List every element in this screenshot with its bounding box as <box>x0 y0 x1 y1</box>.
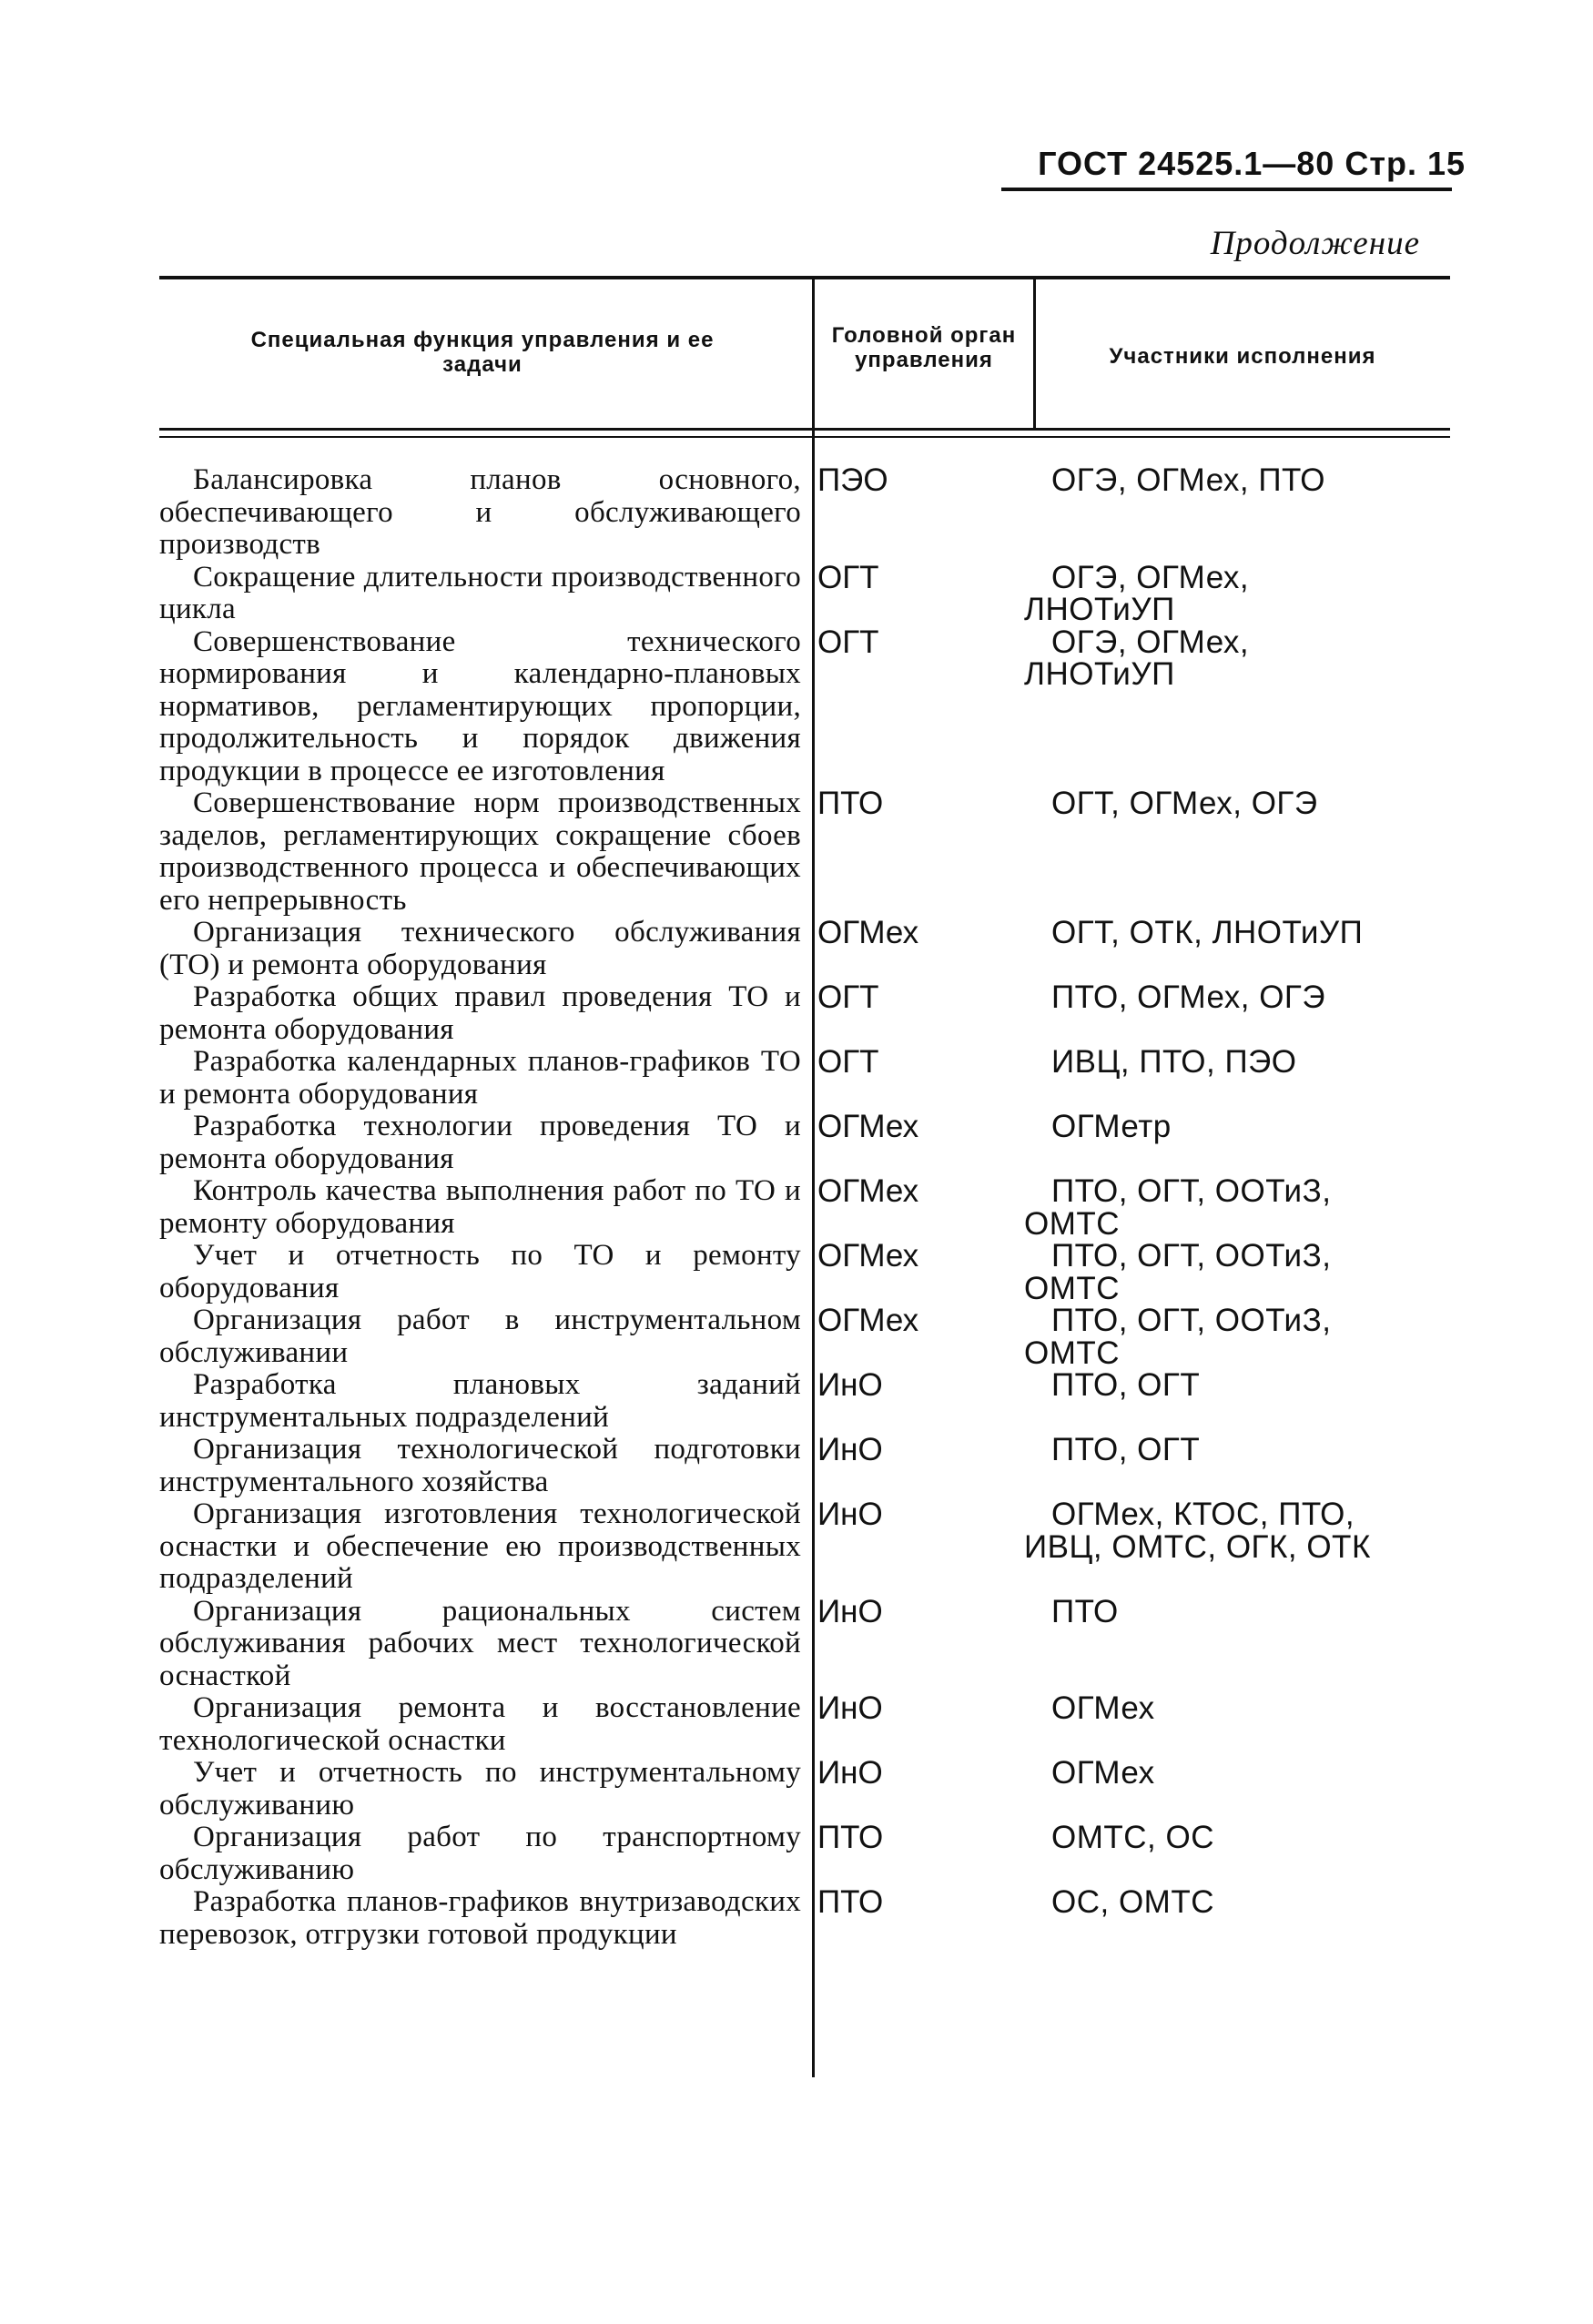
task-cell: Разработка технологии проведения ТО и ремонта оборудования <box>159 1110 801 1175</box>
participants-cell: ОГМех <box>1051 1690 1155 1726</box>
table-row <box>159 917 1452 981</box>
task-cell: Организация технического обслуживания (ТО) и ремонта оборудования <box>159 916 801 981</box>
table-row <box>159 981 1452 1046</box>
table-body <box>159 464 1452 1951</box>
head-body-cell: ОГТ <box>817 559 879 595</box>
task-cell: Разработка планов-графиков внутризаводских перевозок, отгрузки готовой продукции <box>159 1885 801 1951</box>
table-top-rule <box>159 276 1450 279</box>
head-body-cell: ОГТ <box>817 979 879 1015</box>
task-cell: Организация ремонта и восстановление технологической оснастки <box>159 1691 801 1757</box>
table-row <box>159 787 1452 917</box>
participants-cell: ПТО, ОГТ <box>1051 1432 1201 1467</box>
table-row <box>159 1175 1452 1240</box>
participants-cell: ПТО, ОГТ, ООТиЗ, ОМТС <box>1024 1303 1332 1371</box>
table-row <box>159 1046 1452 1111</box>
table-row <box>159 1498 1452 1596</box>
head-body-cell: ИнО <box>817 1690 883 1726</box>
head-body-cell: ИнО <box>817 1432 883 1467</box>
task-cell: Балансировка планов основного, обеспечивающего и обслуживающего производств <box>159 463 801 561</box>
participants-cell: ОГЭ, ОГМех, ЛНОТиУП <box>1024 624 1250 692</box>
header-double-rule-lower <box>159 436 1450 438</box>
head-body-cell: ИнО <box>817 1755 883 1791</box>
head-body-cell: ИнО <box>817 1497 883 1532</box>
head-body-cell: ОГТ <box>817 1044 879 1080</box>
table-row <box>159 1757 1452 1822</box>
task-cell: Организация рациональных систем обслуживания рабочих мест технологической оснасткой <box>159 1594 801 1692</box>
task-cell: Организация работ в инструментальном обслуживании <box>159 1304 801 1369</box>
participants-cell: ОГТ, ОТК, ЛНОТиУП <box>1051 915 1364 950</box>
head-body-cell: ОГМех <box>817 915 919 950</box>
page-header: ГОСТ 24525.1—80 Стр. 15 <box>1038 145 1466 182</box>
head-body-cell: ОГМех <box>817 1238 919 1274</box>
head-body-cell: ПТО <box>817 1820 884 1855</box>
table-row <box>159 626 1452 788</box>
task-cell: Разработка общих правил проведения ТО и ремонта оборудования <box>159 980 801 1046</box>
table-row <box>159 1692 1452 1757</box>
participants-cell: ПТО, ОГМех, ОГЭ <box>1051 979 1326 1015</box>
head-body-cell: ОГМех <box>817 1109 919 1144</box>
task-cell: Организация технологической подготовки инструментального хозяйства <box>159 1433 801 1498</box>
task-cell: Разработка календарных планов-графиков ТО и ремонта оборудования <box>159 1045 801 1111</box>
task-cell: Разработка плановых заданий инструментальных подразделений <box>159 1368 801 1434</box>
table-row <box>159 1369 1452 1434</box>
table-row <box>159 1886 1452 1951</box>
participants-cell: ОГМетр <box>1051 1109 1172 1144</box>
participants-cell: ОГМех, КТОС, ПТО, ИВЦ, ОМТС, ОГК, ОТК <box>1024 1497 1371 1565</box>
table-row <box>159 1593 1452 1693</box>
task-cell: Учет и отчетность по ТО и ремонту оборудования <box>159 1239 801 1304</box>
table-row <box>159 1434 1452 1498</box>
participants-cell: ОС, ОМТС <box>1051 1884 1214 1920</box>
participants-cell: ПТО, ОГТ, ООТиЗ, ОМТС <box>1024 1238 1332 1306</box>
task-cell: Совершенствование норм производственных заделов, регламентирующих сокращение сбоев производственного процесса и обеспечивающих его непрерывность <box>159 787 801 917</box>
table-row <box>159 464 1452 562</box>
participants-cell: ПТО, ОГТ, ООТиЗ, ОМТС <box>1024 1173 1332 1242</box>
participants-cell: ПТО, ОГТ <box>1051 1367 1201 1403</box>
head-body-cell: ПЭО <box>817 462 888 498</box>
continuation-label: Продолжение <box>1210 225 1420 262</box>
column-divider-2 <box>1033 279 1036 430</box>
participants-cell: ИВЦ, ПТО, ПЭО <box>1051 1044 1297 1080</box>
participants-cell: ОГЭ, ОГМех, ЛНОТиУП <box>1024 559 1250 627</box>
head-body-cell: ОГТ <box>817 624 879 660</box>
task-cell: Совершенствование технического нормирования и календарно-плановых нормативов, регламентирующих пропорции, продолжительность и порядок движения продукции в процессе ее изготовления <box>159 624 801 787</box>
table-row <box>159 1304 1452 1369</box>
participants-cell: ОГЭ, ОГМех, ПТО <box>1051 462 1326 498</box>
head-body-cell: ОГМех <box>817 1303 919 1338</box>
task-cell: Организация изготовления технологической оснастки и обеспечение ею производственных подразделений <box>159 1497 801 1595</box>
head-body-cell: ОГМех <box>817 1173 919 1209</box>
table-row <box>159 1240 1452 1304</box>
table-row <box>159 1822 1452 1886</box>
column-header-head-body: Головной орган управления <box>831 323 1017 372</box>
task-cell: Организация работ по транспортному обслуживанию <box>159 1821 801 1886</box>
header-rule <box>1001 188 1452 191</box>
head-body-cell: ПТО <box>817 786 884 821</box>
participants-cell: ПТО <box>1051 1593 1119 1629</box>
head-body-cell: ИнО <box>817 1593 883 1629</box>
column-header-participants: Участники исполнения <box>1109 344 1376 369</box>
participants-cell: ОГТ, ОГМех, ОГЭ <box>1051 786 1318 821</box>
header-double-rule-upper <box>159 428 1450 431</box>
table-row <box>159 559 1452 627</box>
task-cell: Сокращение длительности производственного цикла <box>159 560 801 625</box>
participants-cell: ОГМех <box>1051 1755 1155 1791</box>
head-body-cell: ПТО <box>817 1884 884 1920</box>
head-body-cell: ИнО <box>817 1367 883 1403</box>
participants-cell: ОМТС, ОС <box>1051 1820 1214 1855</box>
column-header-function: Специальная функция управления и ее задачи <box>250 328 715 377</box>
table-row <box>159 1111 1452 1175</box>
task-cell: Учет и отчетность по инструментальному обслуживанию <box>159 1756 801 1822</box>
task-cell: Контроль качества выполнения работ по ТО и ремонту оборудования <box>159 1174 801 1240</box>
